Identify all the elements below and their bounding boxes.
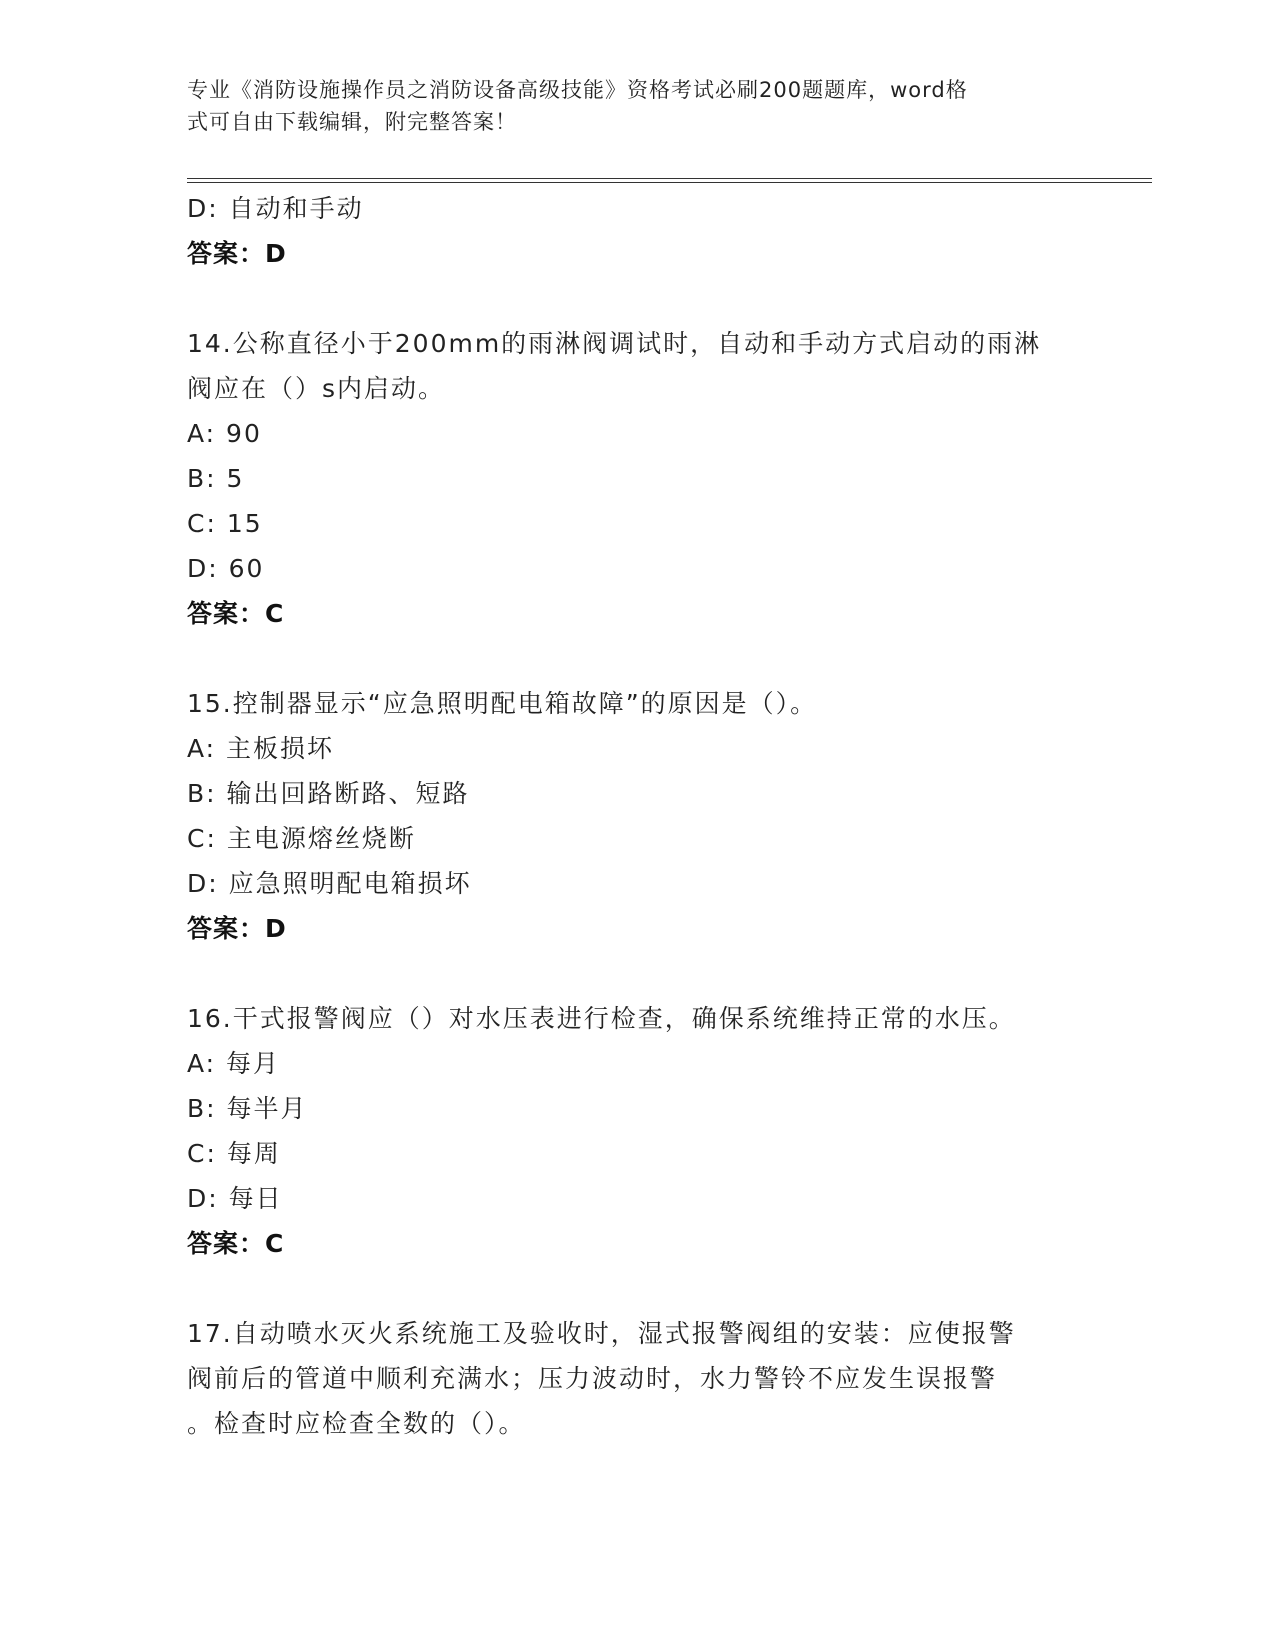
- option-d: D: 每日: [187, 1184, 283, 1213]
- question-text-line: 阀应在（）s内启动。: [187, 374, 446, 403]
- header-divider: [187, 178, 1152, 183]
- page-header: [187, 74, 1067, 138]
- option-b: B: 每半月: [187, 1094, 308, 1123]
- header-line-2: 式可自由下载编辑，附完整答案！: [187, 110, 517, 134]
- question-16: [187, 996, 1087, 1266]
- option-d: D: 60: [187, 554, 265, 583]
- option-c: C: 15: [187, 509, 263, 538]
- header-line-1: 专业《消防设施操作员之消防设备高级技能》资格考试必刷200题题库，word格: [187, 78, 968, 102]
- question-17: [187, 1311, 1087, 1446]
- question-14: [187, 321, 1087, 636]
- question-15: [187, 681, 1087, 951]
- option-b: B: 输出回路断路、短路: [187, 779, 470, 808]
- question-text-line: 17.自动喷水灭火系统施工及验收时，湿式报警阀组的安装：应使报警: [187, 1319, 1016, 1348]
- option-b: B: 5: [187, 464, 245, 493]
- question-text-line: 16.干式报警阀应（）对水压表进行检查，确保系统维持正常的水压。: [187, 1004, 1016, 1033]
- question-text-line: 阀前后的管道中顺利充满水；压力波动时，水力警铃不应发生误报警: [187, 1364, 998, 1393]
- answer-line: 答案：C: [187, 599, 285, 628]
- question-text-line: 14.公称直径小于200mm的雨淋阀调试时，自动和手动方式启动的雨淋: [187, 329, 1042, 358]
- question-text-line: 15.控制器显示“应急照明配电箱故障”的原因是（）。: [187, 689, 818, 718]
- option-d: D: 应急照明配电箱损坏: [187, 869, 472, 898]
- question-text-line: 。检查时应检查全数的（）。: [187, 1409, 526, 1438]
- option-c: C: 主电源熔丝烧断: [187, 824, 416, 853]
- document-body: [187, 186, 1087, 1446]
- option-c: C: 每周: [187, 1139, 281, 1168]
- answer-line: 答案：C: [187, 1229, 285, 1258]
- option-d: D: 自动和手动: [187, 194, 364, 223]
- option-a: A: 主板损坏: [187, 734, 335, 763]
- answer-line: 答案：D: [187, 914, 287, 943]
- answer-line: 答案：D: [187, 239, 287, 268]
- option-a: A: 每月: [187, 1049, 281, 1078]
- option-a: A: 90: [187, 419, 262, 448]
- previous-question-tail: [187, 186, 1087, 276]
